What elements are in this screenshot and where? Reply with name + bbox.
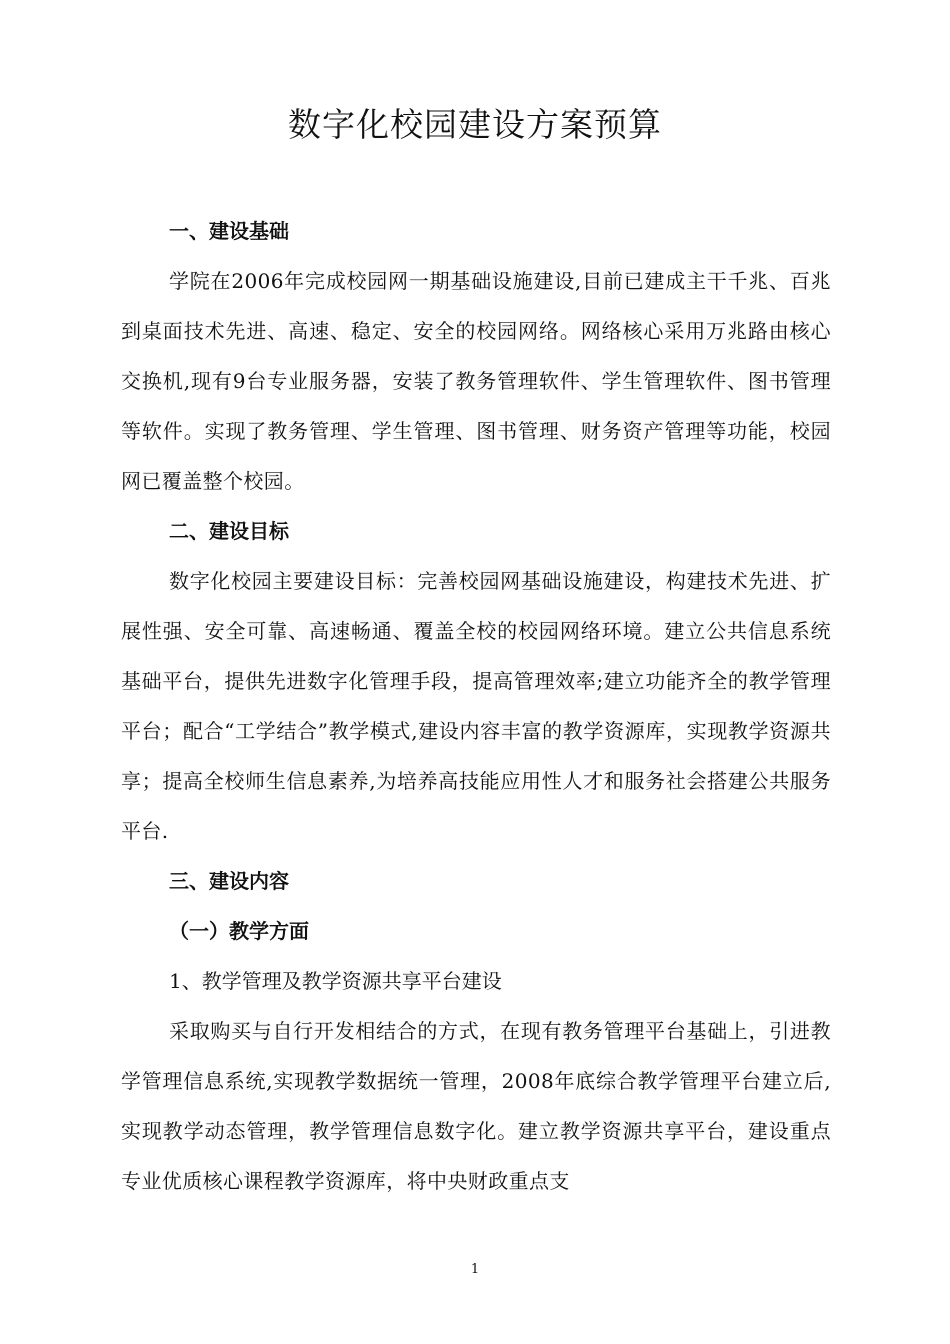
page-number: 1 bbox=[470, 1262, 480, 1277]
document-body bbox=[121, 206, 831, 1206]
section-heading-basis: 一、建设基础 bbox=[169, 219, 289, 243]
paragraph-goals: 数字化校园主要建设目标：完善校园网基础设施建设，构建技术先进、扩展性强、安全可靠、高速畅通、覆盖全校的校园网络环境。建立公共信息系统基础平台，提供先进数字化管理手段，提高管理效率;建立功能齐全的教学管理平台；配合“工学结合”教学模式,建设内容丰富的教学资源库，实现教学资源共享；提高全校师生信息素养,为培养高技能应用性人才和服务社会搭建公共服务平台. bbox=[121, 569, 831, 843]
section-heading-goals: 二、建设目标 bbox=[169, 519, 289, 543]
section-heading-content: 三、建设内容 bbox=[169, 869, 289, 893]
item-teaching-platform: 1、教学管理及教学资源共享平台建设 bbox=[169, 969, 502, 993]
paragraph-basis: 学院在2006年完成校园网一期基础设施建设,目前已建成主干千兆、百兆到桌面技术先进、高速、稳定、安全的校园网络。网络核心采用万兆路由核心交换机,现有9台专业服务器，安装了教务管理软件、学生管理软件、图书管理等软件。实现了教务管理、学生管理、图书管理、财务资产管理等功能，校园网已覆盖整个校园。 bbox=[121, 269, 831, 493]
document-title: 数字化校园建设方案预算 bbox=[288, 105, 662, 144]
paragraph-teaching-platform: 采取购买与自行开发相结合的方式，在现有教务管理平台基础上，引进教学管理信息系统,实现教学数据统一管理，2008年底综合教学管理平台建立后,实现教学动态管理，教学管理信息数字化。建立教学资源共享平台，建设重点专业优质核心课程教学资源库，将中央财政重点支 bbox=[121, 1019, 831, 1193]
subsection-heading-teaching: （一）教学方面 bbox=[169, 919, 309, 943]
